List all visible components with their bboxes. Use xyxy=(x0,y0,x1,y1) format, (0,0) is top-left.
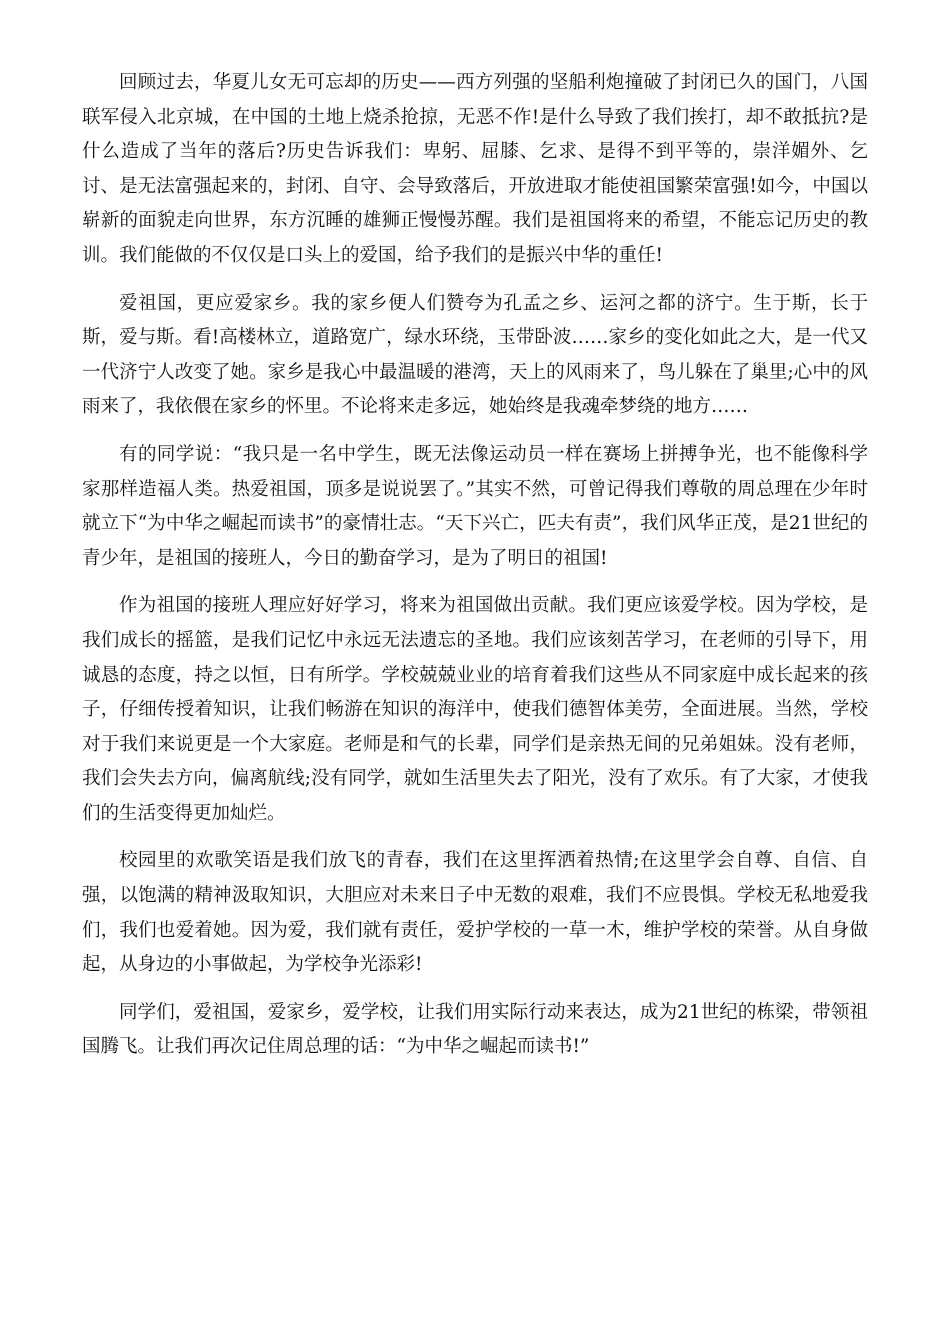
paragraph-hometown: 爱祖国，更应爱家乡。我的家乡便人们赞夸为孔孟之乡、运河之都的济宁。生于斯，长于斯，爱与斯。看!高楼林立，道路宽广，绿水环绕，玉带卧波……家乡的变化如此之大，是一代又一代济宁人改变了她。家乡是我心中最温暖的港湾，天上的风雨来了，鸟儿躲在了巢里;心中的风雨来了，我依偎在家乡的怀里。不论将来走多远，她始终是我魂牵梦绕的地方…… xyxy=(82,292,868,418)
paragraph-campus: 校园里的欢歌笑语是我们放飞的青春，我们在这里挥洒着热情;在这里学会自尊、自信、自强，以饱满的精神汲取知识，大胆应对未来日子中无数的艰难，我们不应畏惧。学校无私地爱我们，我们也爱着她。因为爱，我们就有责任，爱护学校的一草一木，维护学校的荣誉。从自身做起，从身边的小事做起，为学校争光添彩! xyxy=(82,850,868,976)
paragraph-history: 回顾过去，华夏儿女无可忘却的历史——西方列强的坚船利炮撞破了封闭已久的国门，八国联军侵入北京城，在中国的土地上烧杀抢掠，无恶不作!是什么导致了我们挨打，却不敢抵抗?是什么造成了当年的落后?历史告诉我们：卑躬、屈膝、乞求、是得不到平等的，崇洋媚外、乞讨、是无法富强起来的，封闭、自守、会导致落后，开放进取才能使祖国繁荣富强!如今，中国以崭新的面貌走向世界，东方沉睡的雄狮正慢慢苏醒。我们是祖国将来的希望，不能忘记历史的教训。我们能做的不仅仅是口头上的爱国，给予我们的是振兴中华的重任! xyxy=(82,72,868,266)
paragraph-conclusion: 同学们，爱祖国，爱家乡，爱学校，让我们用实际行动来表达，成为21世纪的栋梁，带领祖国腾飞。让我们再次记住周总理的话：“为中华之崛起而读书!” xyxy=(82,1001,868,1058)
paragraph-school: 作为祖国的接班人理应好好学习，将来为祖国做出贡献。我们更应该爱学校。因为学校，是我们成长的摇篮，是我们记忆中永远无法遗忘的圣地。我们应该刻苦学习，在老师的引导下，用诚恳的态度，持之以恒，日有所学。学校兢兢业业的培育着我们这些从不同家庭中成长起来的孩子，仔细传授着知识，让我们畅游在知识的海洋中，使我们德智体美劳，全面进展。当然，学校对于我们来说更是一个大家庭。老师是和气的长辈，同学们是亲热无间的兄弟姐妹。没有老师，我们会失去方向，偏离航线;没有同学，就如生活里失去了阳光，没有了欢乐。有了大家，才使我们的生活变得更加灿烂。 xyxy=(82,595,868,824)
paragraph-student-duty: 有的同学说：“我只是一名中学生，既无法像运动员一样在赛场上拼搏争光，也不能像科学家那样造福人类。热爱祖国，顶多是说说罢了。”其实不然，可曾记得我们尊敬的周总理在少年时就立下“为中华之崛起而读书”的豪情壮志。“天下兴亡，匹夫有责”，我们风华正茂，是21世纪的青少年，是祖国的接班人，今日的勤奋学习，是为了明日的祖国! xyxy=(82,443,868,569)
document-page xyxy=(82,66,868,1078)
